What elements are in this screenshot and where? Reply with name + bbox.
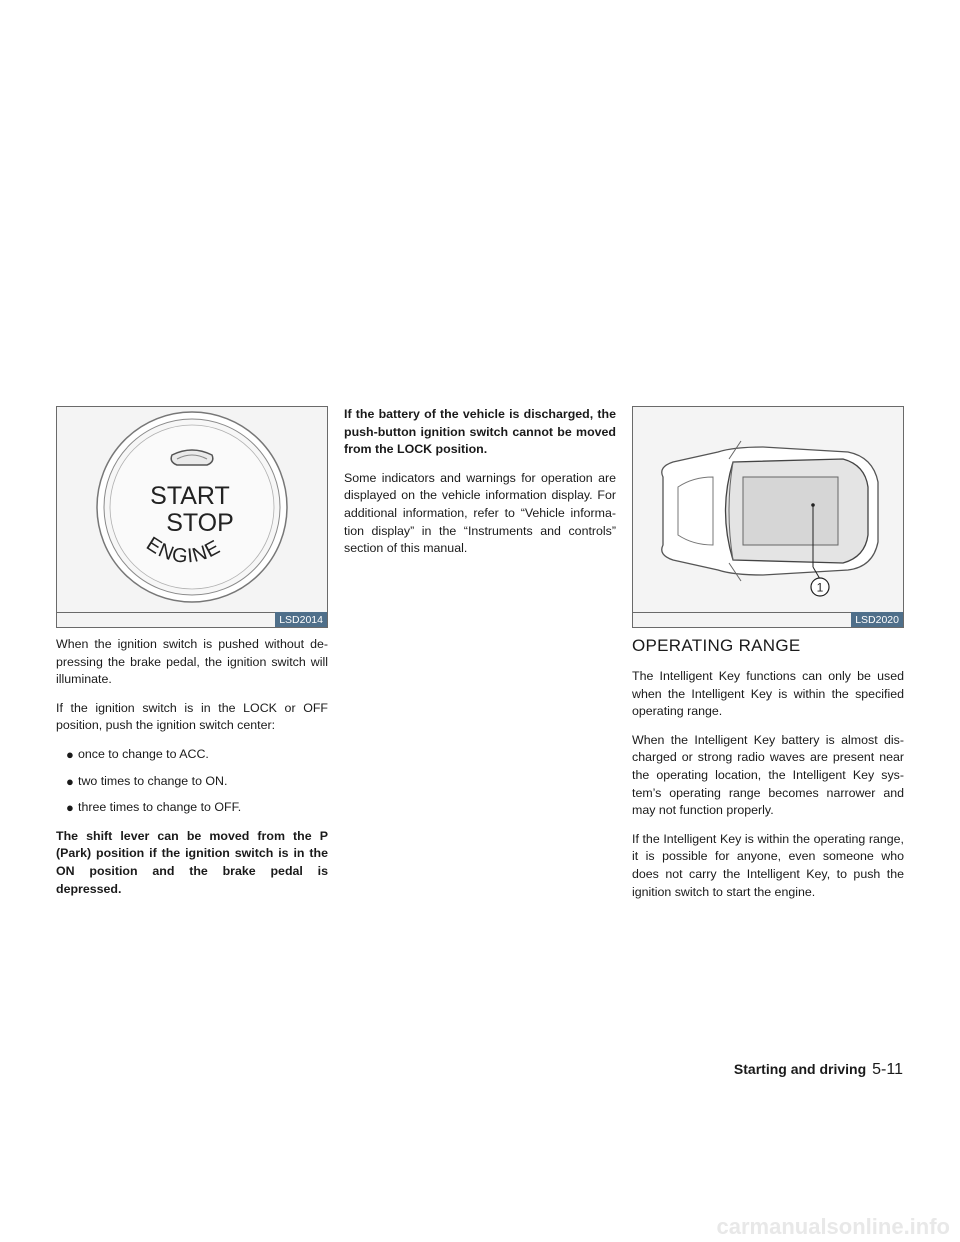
bullet-icon: ● — [66, 773, 74, 789]
ignition-switch-figure — [56, 406, 328, 628]
paragraph: The Intelligent Key functions can only be used when the Intelligent Key is within the specified operating range. — [632, 669, 904, 719]
ignition-button-illustration — [57, 407, 327, 627]
watermark — [0, 1212, 960, 1242]
list-item — [56, 799, 328, 817]
callout-number: 1 — [816, 580, 824, 595]
left-column — [56, 406, 328, 909]
section-heading: OPERATING RANGE — [632, 636, 801, 655]
operating-range-figure — [632, 406, 904, 628]
paragraph: If the ignition switch is in the LOCK or OFF position, push the ignition switch center: — [56, 700, 328, 733]
paragraph: Some indicators and warnings for operation are displayed on the vehicle information display. For additional information, refer to “Vehicle informa- tion display” in the “Instruments and controls” section of this manual. — [344, 470, 616, 556]
paragraph: When the ignition switch is pushed without de- pressing the brake pedal, the ignition switch will illuminate. — [56, 637, 328, 687]
list-item-text: three times to change to OFF. — [78, 800, 242, 815]
list-item-text: once to change to ACC. — [78, 746, 209, 761]
vehicle-top-view-illustration — [633, 407, 903, 627]
list-item — [56, 746, 328, 764]
bullet-icon: ● — [66, 746, 74, 762]
paragraph: If the Intelligent Key is within the operating range, it is possible for anyone, even someone who does not carry the Intelligent Key, to push the ignition switch to start the engine. — [632, 831, 904, 899]
bold-paragraph: The shift lever can be moved from the P (Park) position if the ignition switch is in the ON position and the brake pedal is depressed. — [56, 828, 328, 896]
page-footer — [734, 1061, 903, 1079]
bullet-icon: ● — [66, 800, 74, 816]
bold-paragraph: If the battery of the vehicle is discharged, the push-button ignition switch cannot be moved from the LOCK position. — [344, 407, 616, 457]
middle-column — [344, 406, 616, 569]
list-item-text: two times to change to ON. — [78, 773, 228, 788]
figure-label: LSD2020 — [851, 612, 903, 627]
page-number: 5-11 — [872, 1061, 903, 1078]
list-item — [56, 773, 328, 791]
paragraph: When the Intelligent Key battery is almost dis- charged or strong radio waves are present near the operating location, the Intelligent Key sys- tem’s operating range becomes narrower and may not function properly. — [632, 732, 904, 818]
watermark-text: carmanualsonline.info — [716, 1214, 950, 1239]
right-column — [632, 406, 904, 912]
button-text-stop: STOP — [166, 509, 234, 537]
button-text-start: START — [150, 482, 230, 510]
footer-section-title: Starting and driving — [733, 1061, 867, 1077]
figure-label: LSD2014 — [275, 612, 327, 627]
bullet-list — [56, 746, 328, 817]
button-text-engine: ENGINE — [142, 532, 225, 568]
